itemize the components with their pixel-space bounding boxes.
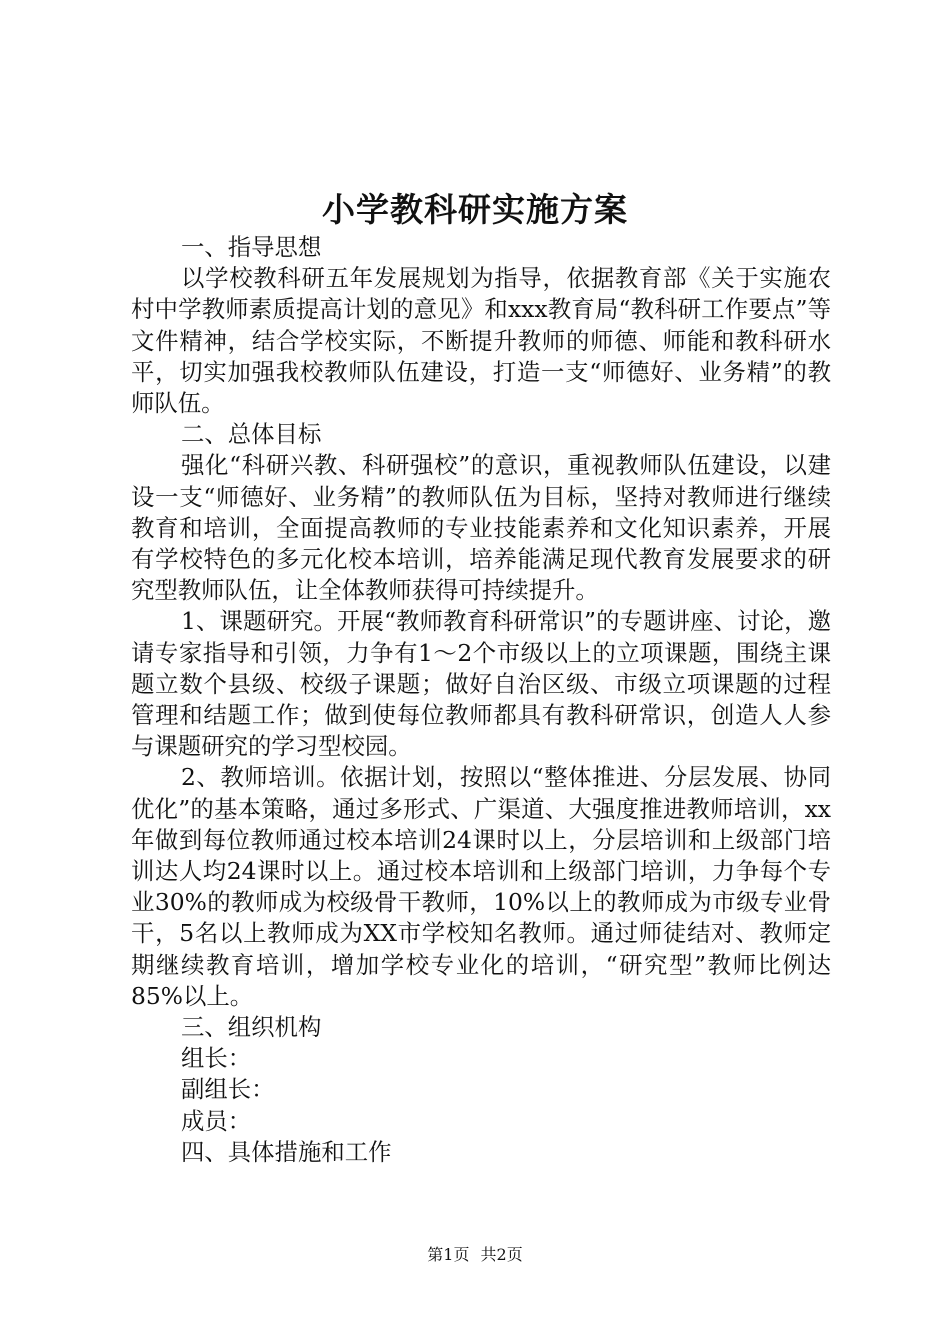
org-leader-line: 组长： (181, 1044, 252, 1073)
org-members-line: 成员： (181, 1106, 252, 1135)
page-total: 共2页 (480, 1245, 523, 1264)
section-heading: 一、指导思想 (181, 233, 322, 261)
document-title: 小学教科研实施方案 (322, 190, 628, 229)
section-heading: 二、总体目标 (181, 420, 322, 449)
section-heading: 四、具体措施和工作 (181, 1137, 392, 1166)
paragraph: 强化“科研兴教、科研强校”的意识，重视教师队伍建设，以建设一支“师德好、业务精”的教师队伍为目标，坚持对教师进行继续教育和培训，全面提高教师的专业技能素养和文化知识素养，开展有学校特色的多元化校本培训，培养能满足现代教育发展要求的研究型教师队伍，让全体教师获得可持续提升。 (131, 451, 831, 605)
org-deputy-line: 副组长： (181, 1075, 275, 1104)
section-heading: 三、组织机构 (181, 1013, 322, 1042)
document-body (131, 232, 831, 1168)
page-number: 第1页 (427, 1245, 470, 1264)
paragraph: 1、课题研究。开展“教师教育科研常识”的专题讲座、讨论，邀请专家指导和引领，力争有1～2个市级以上的立项课题，围绕主课题立数个县级、校级子课题；做好自治区级、市级立项课题的过程管理和结题工作；做到使每位教师都具有教科研常识，创造人人参与课题研究的学习型校园。 (131, 607, 831, 761)
paragraph: 以学校教科研五年发展规划为指导，依据教育部《关于实施农村中学教师素质提高计划的意见》和xxx教育局“教科研工作要点”等文件精神，结合学校实际，不断提升教师的师德、师能和教科研水平，切实加强我校教师队伍建设，打造一支“师德好、业务精”的教师队伍。 (131, 264, 831, 418)
paragraph: 2、教师培训。依据计划，按照以“整体推进、分层发展、协同优化”的基本策略，通过多形式、广渠道、大强度推进教师培训，xx年做到每位教师通过校本培训24课时以上，分层培训和上级部门培训达人均24课时以上。通过校本培训和上级部门培训，力争每个专业30%的教师成为校级骨干教师，10%以上的教师成为市级专业骨干，5名以上教师成为XX市学校知名教师。通过师徒结对、教师定期继续教育培训，增加学校专业化的培训，“研究型”教师比例达85%以上。 (131, 763, 831, 1010)
page-footer (0, 1244, 950, 1266)
